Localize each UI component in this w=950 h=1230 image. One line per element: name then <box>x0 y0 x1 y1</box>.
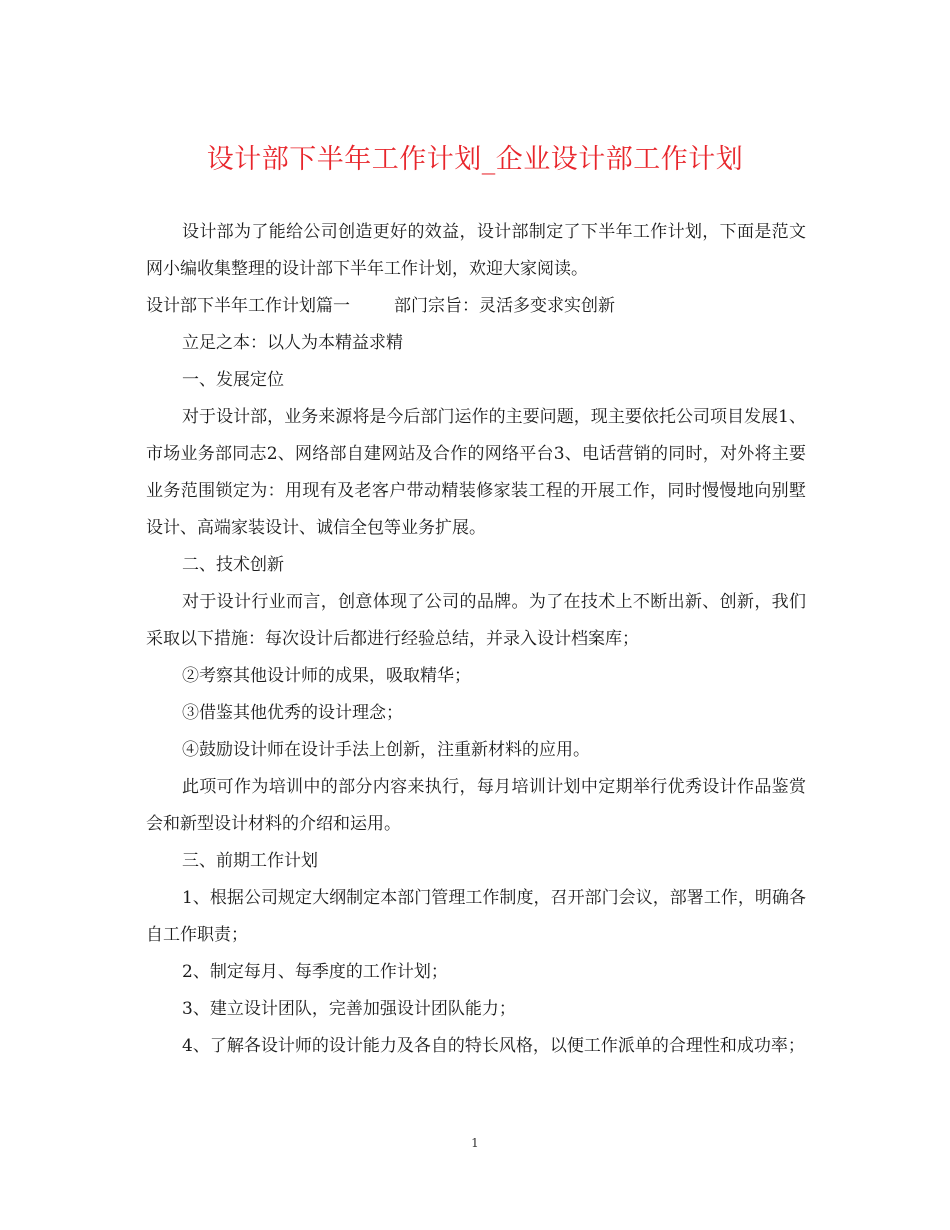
innovation-item-2: ②考察其他设计师的成果，吸取精华； <box>182 666 471 686</box>
page-number: 1 <box>471 1136 479 1150</box>
innovation-item-3: ③借鉴其他优秀的设计理念； <box>182 703 403 723</box>
section-heading-line <box>146 288 806 325</box>
training-paragraph: 此项可作为培训中的部分内容来执行，每月培训计划中定期举行优秀设计作品鉴赏会和新型设计材料的介绍和运用。 <box>146 777 806 834</box>
plan-item-4: 4、了解各设计师的设计能力及各自的特长风格，以便工作派单的合理性和成功率； <box>182 1036 805 1056</box>
principle-line: 立足之本：以人为本精益求精 <box>182 333 403 353</box>
heading-technical-innovation: 二、技术创新 <box>182 555 284 575</box>
department-purpose: 部门宗旨：灵活多变求实创新 <box>394 296 615 316</box>
innovation-paragraph: 对于设计行业而言，创意体现了公司的品牌。为了在技术上不断出新、创新，我们采取以下措施：每次设计后都进行经验总结，并录入设计档案库； <box>146 592 806 649</box>
intro-paragraph: 设计部为了能给公司创造更好的效益，设计部制定了下半年工作计划，下面是范文网小编收集整理的设计部下半年工作计划，欢迎大家阅读。 <box>146 222 806 279</box>
innovation-item-4: ④鼓励设计师在设计手法上创新，注重新材料的应用。 <box>182 740 590 760</box>
development-paragraph: 对于设计部，业务来源将是今后部门运作的主要问题，现主要依托公司项目发展1、市场业务部同志2、网络部自建网站及合作的网络平台3、电话营销的同时，对外将主要业务范围锁定为：用现有及老客户带动精装修家装工程的开展工作，同时慢慢地向别墅设计、高端家装设计、诚信全包等业务扩展。 <box>146 407 806 538</box>
plan-item-3: 3、建立设计团队，完善加强设计团队能力； <box>182 999 516 1019</box>
plan-item-2: 2、制定每月、每季度的工作计划； <box>182 962 448 982</box>
plan-item-1: 1、根据公司规定大纲制定本部门管理工作制度，召开部门会议，部署工作，明确各自工作职责； <box>146 888 806 945</box>
document-body <box>146 214 806 1065</box>
heading-early-work-plan: 三、前期工作计划 <box>182 851 318 871</box>
section-heading: 设计部下半年工作计划篇一 <box>146 296 350 316</box>
heading-development-positioning: 一、发展定位 <box>182 370 284 390</box>
document-title: 设计部下半年工作计划_企业设计部工作计划 <box>206 144 744 175</box>
